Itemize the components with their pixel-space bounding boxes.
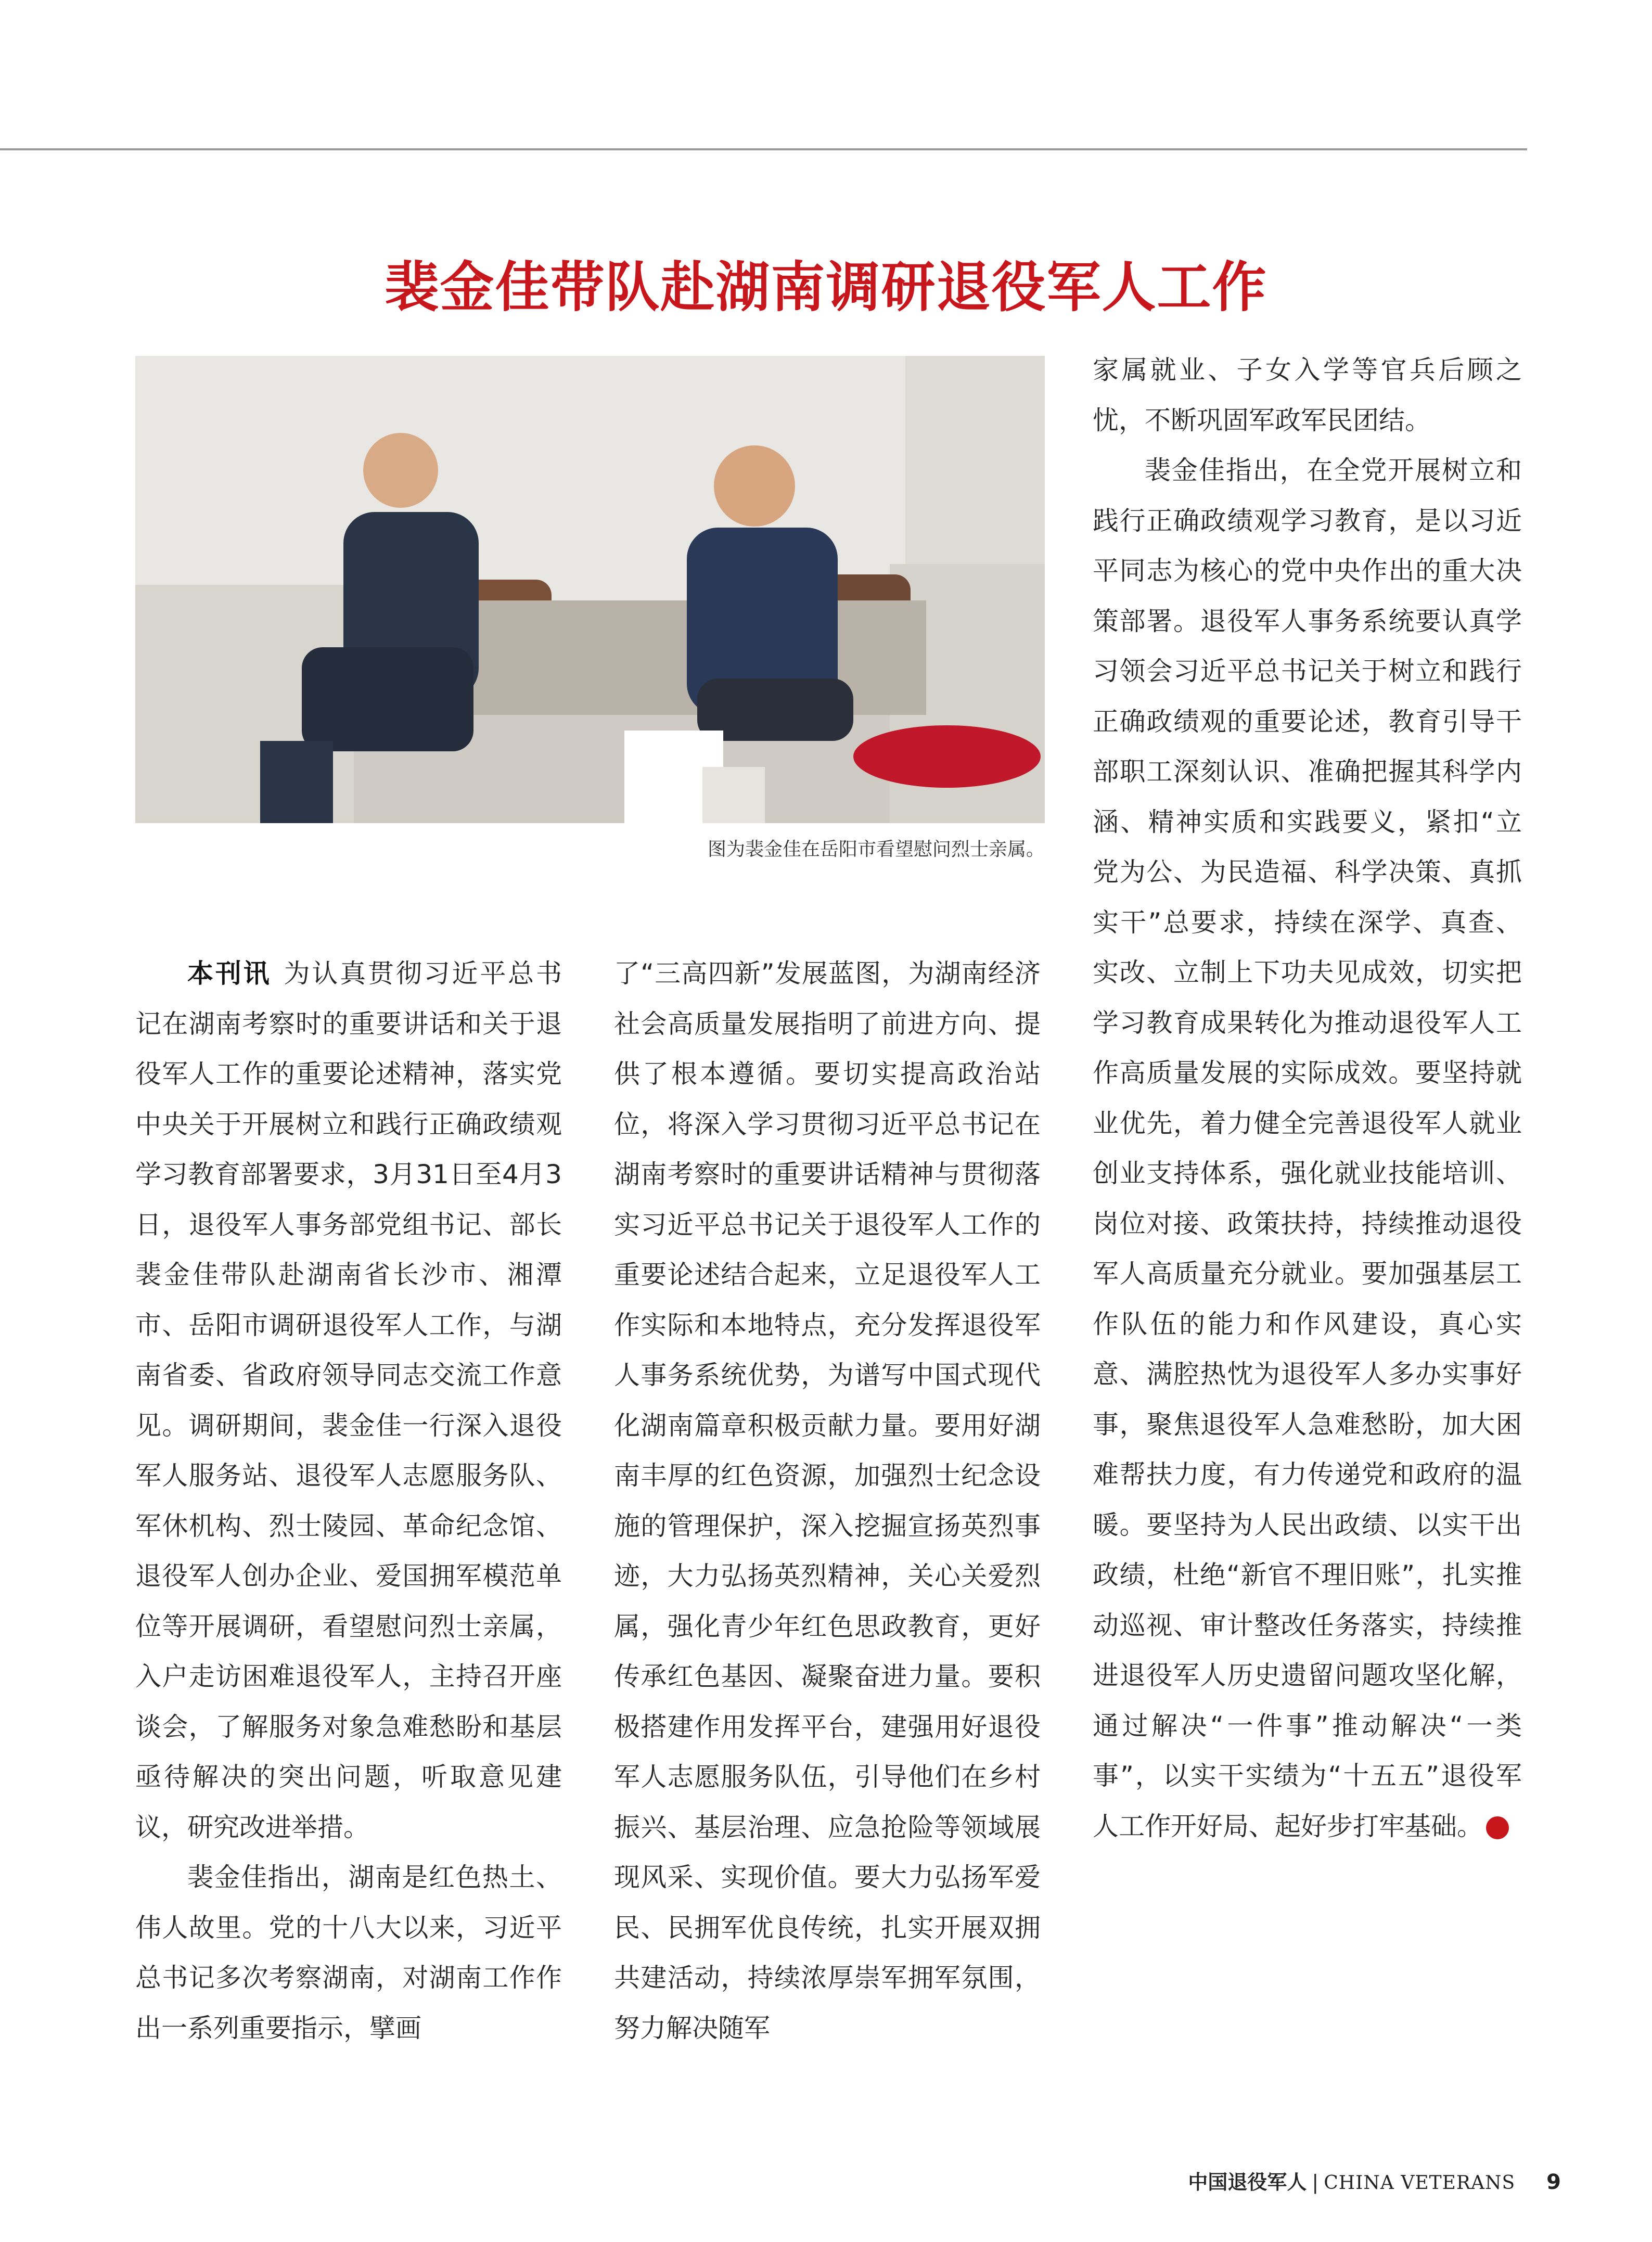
article-column-1 [135, 949, 562, 2053]
article-photo [135, 356, 1045, 823]
article-paragraph: 裴金佳指出，湖南是红色热土、伟人故里。党的十八大以来，习近平总书记多次考察湖南，对湖南工作作出一系列重要指示，擘画 [135, 1862, 562, 2043]
photo-illustration [135, 356, 1045, 823]
page-number: 9 [1546, 2170, 1561, 2194]
article-column-2 [614, 949, 1041, 2053]
magazine-name-cn: 中国退役军人 [1188, 2171, 1307, 2194]
footer-separator: | [1312, 2171, 1319, 2194]
article-paragraph: 了“三高四新”发展蓝图，为湖南经济社会高质量发展指明了前进方向、提供了根本遵循。要切实提高政治站位，将深入学习贯彻习近平总书记在湖南考察时的重要讲话精神与贯彻落实习近平总书记关于退役军人工作的重要论述结合起来，立足退役军人工作实际和本地特点，充分发挥退役军人事务系统优势，为谱写中国式现代化湖南篇章积极贡献力量。要用好湖南丰厚的红色资源，加强烈士纪念设施的管理保护，深入挖掘宣扬英烈事迹，大力弘扬英烈精神，关心关爱烈属，强化青少年红色思政教育，更好传承红色基因、凝聚奋进力量。要积极搭建作用发挥平台，建强用好退役军人志愿服务队伍，引导他们在乡村振兴、基层治理、应急抢险等领域展现风采、实现价值。要大力弘扬军爱民、民拥军优良传统，扎实开展双拥共建活动，持续浓厚崇军拥军氛围，努力解决随军 [614, 958, 1041, 2043]
article-title: 裴金佳带队赴湖南调研退役军人工作 [385, 255, 1267, 319]
magazine-name-en: CHINA VETERANS [1324, 2172, 1516, 2194]
end-mark-icon: V [1486, 1816, 1509, 1839]
article-column-3 [1093, 345, 1551, 1851]
article-paragraph: 家属就业、子女入学等官兵后顾之忧，不断巩固军政军民团结。 [1093, 355, 1522, 435]
page-footer [1155, 2170, 1561, 2195]
photo-caption: 图为裴金佳在岳阳市看望慰问烈士亲属。 [707, 839, 1045, 860]
article-paragraph [135, 949, 562, 1852]
paragraph-text: 为认真贯彻习近平总书记在湖南考察时的重要讲话和关于退役军人工作的重要论述精神，落实党中央关于开展树立和践行正确政绩观学习教育部署要求，3月31日至4月3日，退役军人事务部党组书记、部长裴金佳带队赴湖南省长沙市、湘潭市、岳阳市调研退役军人工作，与湖南省委、省政府领导同志交流工作意见。调研期间，裴金佳一行深入退役军人服务站、退役军人志愿服务队、军休机构、烈士陵园、革命纪念馆、退役军人创办企业、爱国拥军模范单位等开展调研，看望慰问烈士亲属，入户走访困难退役军人，主持召开座谈会，了解服务对象急难愁盼和基层亟待解决的突出问题，听取意见建议，研究改进举措。 [135, 958, 562, 1842]
header-rule [0, 148, 1527, 150]
article-lead-label: 本刊讯 [187, 958, 272, 989]
paragraph-text: 裴金佳指出，在全党开展树立和践行正确政绩观学习教育，是以习近平同志为核心的党中央作出的重大决策部署。退役军人事务系统要认真学习领会习近平总书记关于树立和践行正确政绩观的重要论述，教育引导干部职工深刻认识、准确把握其科学内涵、精神实质和实践要义，紧扣“立党为公、为民造福、科学决策、真抓实干”总要求，持续在深学、真查、实改、立制上下功夫见成效，切实把学习教育成果转化为推动退役军人工作高质量发展的实际成效。要坚持就业优先，着力健全完善退役军人就业创业支持体系，强化就业技能培训、岗位对接、政策扶持，持续推动退役军人高质量充分就业。要加强基层工作队伍的能力和作风建设，真心实意、满腔热忱为退役军人多办实事好事，聚焦退役军人急难愁盼，加大困难帮扶力度，有力传递党和政府的温暖。要坚持为人民出政绩、以实干出政绩，杜绝“新官不理旧账”，扎实推动巡视、审计整改任务落实，持续推进退役军人历史遗留问题攻坚化解，通过解决“一件事”推动解决“一类事”，以实干实绩为“十五五”退役军人工作开好局、起好步打牢基础。 [1093, 455, 1522, 1841]
article-paragraph [1093, 445, 1551, 1851]
